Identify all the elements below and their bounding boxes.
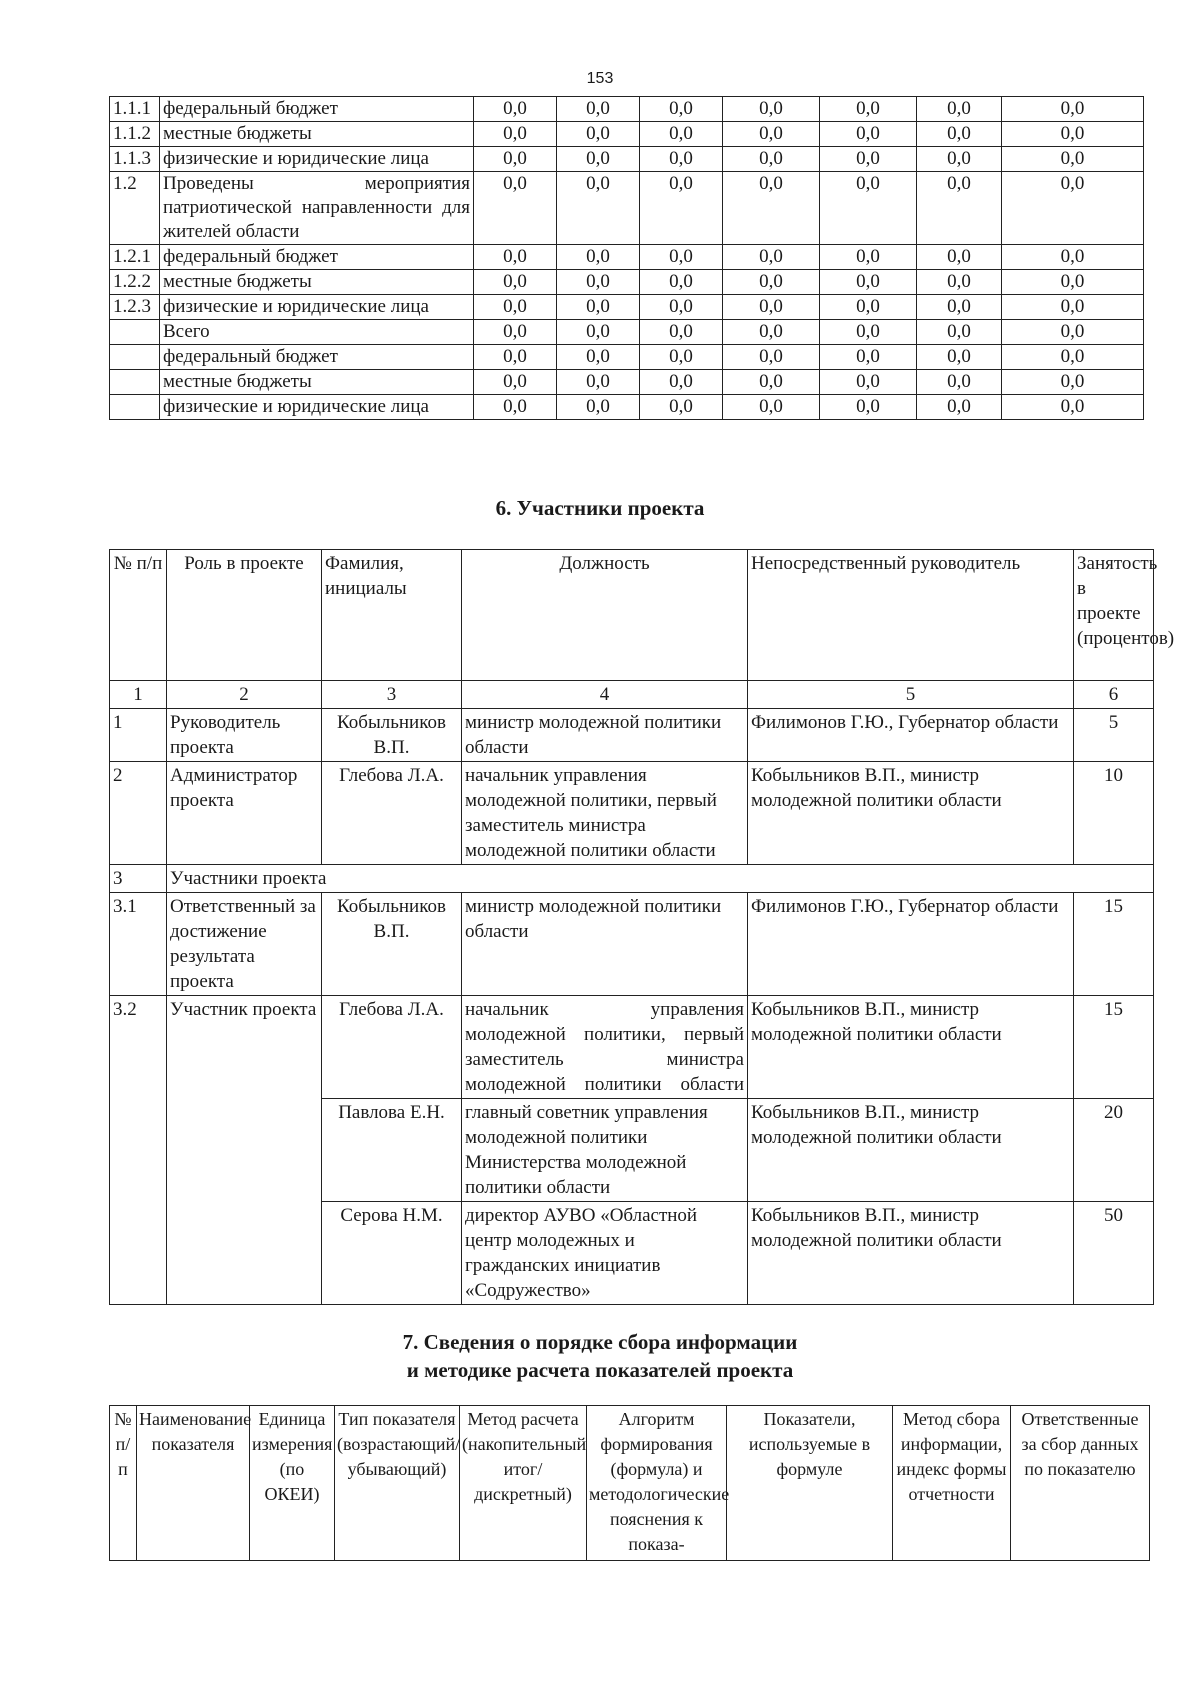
position-cell: министр молодежной политики области xyxy=(462,709,748,762)
budget-code: 1.2 xyxy=(110,172,160,245)
budget-row xyxy=(110,320,1144,345)
budget-value: 0,0 xyxy=(640,320,723,345)
participants-table xyxy=(109,549,1175,1305)
budget-value: 0,0 xyxy=(723,245,820,270)
budget-value: 0,0 xyxy=(723,97,820,122)
budget-value: 0,0 xyxy=(917,270,1002,295)
methodology-table xyxy=(109,1405,1150,1561)
budget-value: 0,0 xyxy=(474,370,557,395)
section-7-title-line: 7. Сведения о порядке сбора информации xyxy=(402,1330,798,1354)
budget-row xyxy=(110,345,1144,370)
load-cell: 15 xyxy=(1074,893,1154,996)
budget-value: 0,0 xyxy=(640,245,723,270)
col-number: 2 xyxy=(167,681,322,709)
budget-row xyxy=(110,370,1144,395)
budget-value: 0,0 xyxy=(557,320,640,345)
budget-value: 0,0 xyxy=(474,122,557,147)
budget-value: 0,0 xyxy=(723,147,820,172)
budget-value: 0,0 xyxy=(723,122,820,147)
budget-value: 0,0 xyxy=(917,172,1002,245)
budget-value: 0,0 xyxy=(820,147,917,172)
position-cell: начальник управления молодежной политики, первый заместитель министра молодежной политики области xyxy=(462,996,748,1099)
manager-cell: Кобыльников В.П., министр молодежной политики области xyxy=(748,1099,1074,1202)
budget-code xyxy=(110,320,160,345)
methodology-header-row xyxy=(110,1406,1150,1561)
budget-value: 0,0 xyxy=(557,370,640,395)
row-number: 1 xyxy=(110,709,167,762)
budget-value: 0,0 xyxy=(474,270,557,295)
participant-row xyxy=(110,709,1154,762)
position-cell: директор АУВО «Областной центр молодежных и гражданских инициатив «Содружество» xyxy=(462,1202,748,1305)
row-number: 3 xyxy=(110,865,167,893)
header-cell: Должность xyxy=(462,550,748,681)
group-label: Участники проекта xyxy=(167,865,1154,893)
budget-value: 0,0 xyxy=(474,97,557,122)
budget-value: 0,0 xyxy=(474,147,557,172)
budget-value: 0,0 xyxy=(723,395,820,420)
budget-row xyxy=(110,270,1144,295)
budget-value: 0,0 xyxy=(917,122,1002,147)
header-cell: Непосредственный руководитель xyxy=(748,550,1074,681)
budget-value: 0,0 xyxy=(917,395,1002,420)
budget-row xyxy=(110,97,1144,122)
header-cell: № п/п xyxy=(110,550,167,681)
budget-value: 0,0 xyxy=(917,245,1002,270)
budget-code xyxy=(110,345,160,370)
budget-value: 0,0 xyxy=(917,320,1002,345)
header-cell: Метод сбора информации, индекс формы отчетности xyxy=(893,1406,1011,1561)
budget-value: 0,0 xyxy=(1002,122,1144,147)
role-cell: Ответственный за достижение результата проекта xyxy=(167,893,322,996)
page-number: 153 xyxy=(586,70,614,87)
row-number: 2 xyxy=(110,762,167,865)
budget-value: 0,0 xyxy=(1002,97,1144,122)
budget-item-name: физические и юридические лица xyxy=(160,395,474,420)
budget-value: 0,0 xyxy=(723,295,820,320)
row-number: 3.2 xyxy=(110,996,167,1305)
budget-value: 0,0 xyxy=(557,147,640,172)
budget-item-name: физические и юридические лица xyxy=(160,147,474,172)
budget-code xyxy=(110,370,160,395)
participant-row xyxy=(110,996,1154,1099)
budget-value: 0,0 xyxy=(640,172,723,245)
budget-value: 0,0 xyxy=(917,97,1002,122)
budget-value: 0,0 xyxy=(1002,172,1144,245)
budget-item-name: местные бюджеты xyxy=(160,270,474,295)
role-cell: Руководитель проекта xyxy=(167,709,322,762)
budget-row xyxy=(110,147,1144,172)
budget-value: 0,0 xyxy=(820,172,917,245)
budget-value: 0,0 xyxy=(1002,147,1144,172)
budget-value: 0,0 xyxy=(557,295,640,320)
position-cell: начальник управления молодежной политики, первый заместитель министра молодежной политики области xyxy=(462,762,748,865)
budget-value: 0,0 xyxy=(917,295,1002,320)
budget-value: 0,0 xyxy=(820,345,917,370)
name-cell: Кобыльников В.П. xyxy=(322,709,462,762)
budget-value: 0,0 xyxy=(723,345,820,370)
col-number: 1 xyxy=(110,681,167,709)
budget-value: 0,0 xyxy=(723,320,820,345)
budget-value: 0,0 xyxy=(474,295,557,320)
name-cell: Павлова Е.Н. xyxy=(322,1099,462,1202)
section-7-title-line: и методике расчета показателей проекта xyxy=(406,1358,794,1382)
role-cell: Администратор проекта xyxy=(167,762,322,865)
load-cell: 50 xyxy=(1074,1202,1154,1305)
manager-cell: Кобыльников В.П., министр молодежной политики области xyxy=(748,762,1074,865)
budget-item-name: физические и юридические лица xyxy=(160,295,474,320)
budget-value: 0,0 xyxy=(820,97,917,122)
budget-value: 0,0 xyxy=(820,320,917,345)
header-cell: Показатели, используемые в формуле xyxy=(727,1406,893,1561)
header-cell: Метод расчета (накопительный итог/дискретный) xyxy=(460,1406,587,1561)
budget-value: 0,0 xyxy=(557,395,640,420)
budget-value: 0,0 xyxy=(917,370,1002,395)
name-cell: Кобыльников В.П. xyxy=(322,893,462,996)
budget-item-name: Всего xyxy=(160,320,474,345)
load-cell: 15 xyxy=(1074,996,1154,1099)
row-number: 3.1 xyxy=(110,893,167,996)
manager-cell: Кобыльников В.П., министр молодежной политики области xyxy=(748,996,1074,1099)
budget-value: 0,0 xyxy=(474,395,557,420)
budget-code: 1.1.2 xyxy=(110,122,160,147)
budget-value: 0,0 xyxy=(917,147,1002,172)
header-cell: № п/п xyxy=(110,1406,137,1561)
budget-row xyxy=(110,172,1144,245)
header-cell: Наименование показателя xyxy=(137,1406,250,1561)
budget-value: 0,0 xyxy=(1002,345,1144,370)
budget-value: 0,0 xyxy=(820,395,917,420)
budget-row xyxy=(110,245,1144,270)
budget-code: 1.1.3 xyxy=(110,147,160,172)
budget-value: 0,0 xyxy=(474,345,557,370)
column-number-row xyxy=(110,681,1154,709)
budget-table xyxy=(109,96,1144,420)
load-cell: 20 xyxy=(1074,1099,1154,1202)
budget-item-name: федеральный бюджет xyxy=(160,245,474,270)
budget-value: 0,0 xyxy=(1002,395,1144,420)
col-number: 3 xyxy=(322,681,462,709)
budget-value: 0,0 xyxy=(557,172,640,245)
budget-value: 0,0 xyxy=(557,122,640,147)
budget-value: 0,0 xyxy=(1002,320,1144,345)
participants-header-row xyxy=(110,550,1154,681)
header-cell: Единица измерения (по ОКЕИ) xyxy=(250,1406,335,1561)
budget-value: 0,0 xyxy=(820,270,917,295)
budget-item-name: местные бюджеты xyxy=(160,122,474,147)
budget-item-name: федеральный бюджет xyxy=(160,97,474,122)
load-cell: 10 xyxy=(1074,762,1154,865)
budget-code: 1.2.2 xyxy=(110,270,160,295)
section-7-title xyxy=(0,1328,1200,1384)
budget-value: 0,0 xyxy=(1002,370,1144,395)
header-cell: Фамилия, инициалы xyxy=(322,550,462,681)
budget-value: 0,0 xyxy=(1002,245,1144,270)
budget-value: 0,0 xyxy=(820,370,917,395)
load-cell: 5 xyxy=(1074,709,1154,762)
manager-cell: Кобыльников В.П., министр молодежной политики области xyxy=(748,1202,1074,1305)
budget-value: 0,0 xyxy=(820,295,917,320)
col-number: 6 xyxy=(1074,681,1154,709)
name-cell: Серова Н.М. xyxy=(322,1202,462,1305)
budget-value: 0,0 xyxy=(1002,295,1144,320)
budget-value: 0,0 xyxy=(1002,270,1144,295)
budget-value: 0,0 xyxy=(917,345,1002,370)
budget-value: 0,0 xyxy=(640,147,723,172)
budget-value: 0,0 xyxy=(557,345,640,370)
budget-code: 1.2.3 xyxy=(110,295,160,320)
budget-code: 1.2.1 xyxy=(110,245,160,270)
header-cell: Роль в проекте xyxy=(167,550,322,681)
budget-value: 0,0 xyxy=(640,295,723,320)
budget-value: 0,0 xyxy=(640,97,723,122)
participant-row xyxy=(110,893,1154,996)
header-cell: Ответственные за сбор данных по показателю xyxy=(1011,1406,1150,1561)
budget-value: 0,0 xyxy=(557,245,640,270)
budget-value: 0,0 xyxy=(474,172,557,245)
col-number: 5 xyxy=(748,681,1074,709)
participant-row xyxy=(110,762,1154,865)
budget-value: 0,0 xyxy=(640,395,723,420)
name-cell: Глебова Л.А. xyxy=(322,996,462,1099)
budget-row xyxy=(110,122,1144,147)
budget-value: 0,0 xyxy=(723,172,820,245)
budget-value: 0,0 xyxy=(723,270,820,295)
section-6-title: 6. Участники проекта xyxy=(495,496,705,520)
budget-item-name: Проведены мероприятия патриотической направленности для жителей области xyxy=(160,172,474,245)
col-number: 4 xyxy=(462,681,748,709)
budget-row xyxy=(110,395,1144,420)
header-cell: Тип показателя (возрастающий/убывающий) xyxy=(335,1406,460,1561)
role-cell: Участник проекта xyxy=(167,996,322,1305)
budget-value: 0,0 xyxy=(820,122,917,147)
position-cell: министр молодежной политики области xyxy=(462,893,748,996)
budget-item-name: федеральный бюджет xyxy=(160,345,474,370)
budget-value: 0,0 xyxy=(557,97,640,122)
budget-value: 0,0 xyxy=(557,270,640,295)
participants-group-row xyxy=(110,865,1154,893)
budget-item-name: местные бюджеты xyxy=(160,370,474,395)
budget-code xyxy=(110,395,160,420)
name-cell: Глебова Л.А. xyxy=(322,762,462,865)
budget-value: 0,0 xyxy=(640,370,723,395)
budget-value: 0,0 xyxy=(723,370,820,395)
budget-value: 0,0 xyxy=(820,245,917,270)
budget-value: 0,0 xyxy=(640,270,723,295)
budget-value: 0,0 xyxy=(640,122,723,147)
budget-code: 1.1.1 xyxy=(110,97,160,122)
manager-cell: Филимонов Г.Ю., Губернатор области xyxy=(748,709,1074,762)
budget-value: 0,0 xyxy=(474,245,557,270)
header-cell: Алгоритм формирования (формула) и методологические пояснения к показа- xyxy=(587,1406,727,1561)
budget-row xyxy=(110,295,1144,320)
header-cell: Занятость в проекте (процентов) xyxy=(1074,550,1154,681)
position-cell: главный советник управления молодежной политики Министерства молодежной политики области xyxy=(462,1099,748,1202)
manager-cell: Филимонов Г.Ю., Губернатор области xyxy=(748,893,1074,996)
budget-value: 0,0 xyxy=(474,320,557,345)
budget-value: 0,0 xyxy=(640,345,723,370)
